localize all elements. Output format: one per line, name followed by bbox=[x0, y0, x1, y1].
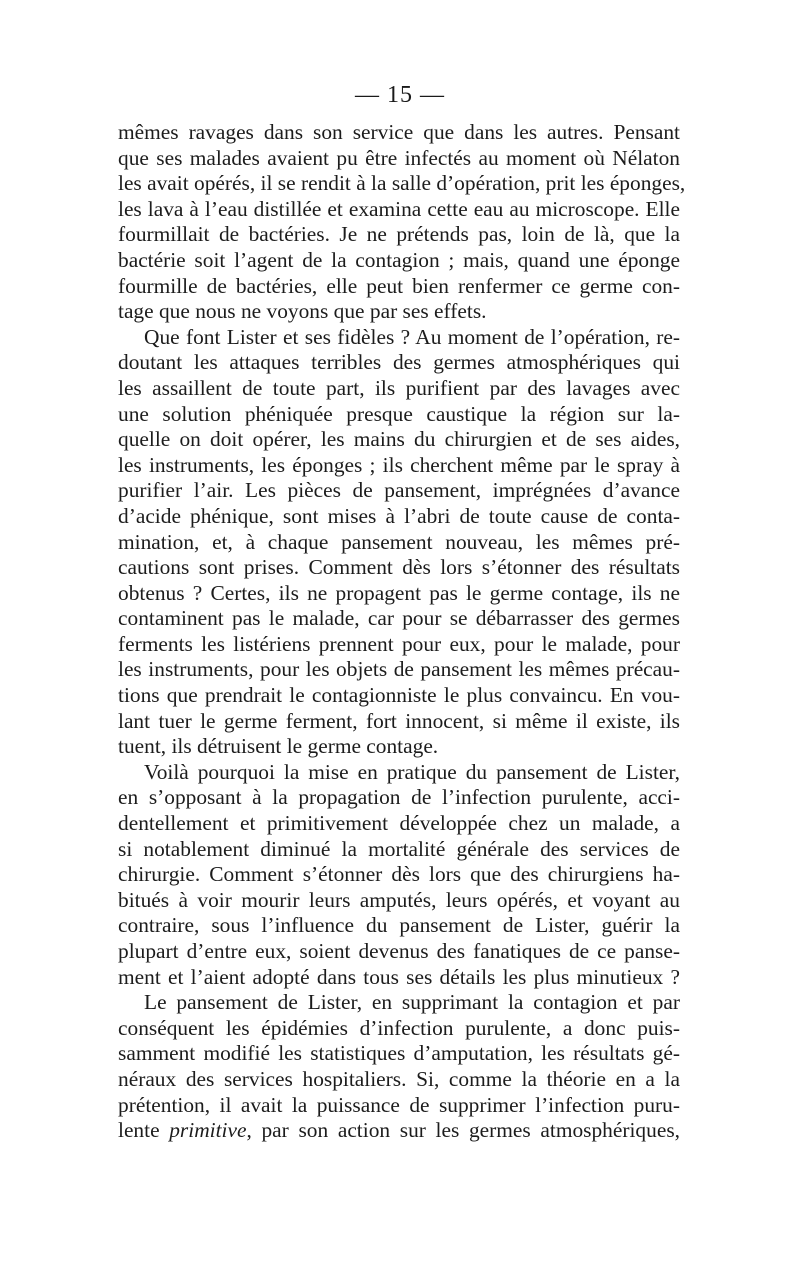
italic-word: primitive bbox=[169, 1118, 247, 1143]
text-line: prétention, il avait la puissance de supprimer l’infection puru- bbox=[118, 1092, 680, 1117]
text-line: obtenus ? Certes, ils ne propagent pas le germe contage, ils ne bbox=[118, 580, 680, 605]
text-line: les lava à l’eau distillée et examina cette eau au microscope. Elle bbox=[118, 196, 680, 221]
text-line: néraux des services hospitaliers. Si, comme la théorie en a la bbox=[118, 1066, 680, 1091]
text-segment: , par son action sur les germes atmosphériques, bbox=[246, 1118, 680, 1143]
text-line: Le pansement de Lister, en supprimant la contagion et par bbox=[144, 990, 680, 1015]
text-line: les avait opérés, il se rendit à la salle d’opération, prit les éponges, bbox=[118, 171, 686, 196]
text-line: mination, et, à chaque pansement nouveau, les mêmes pré- bbox=[118, 529, 680, 554]
text-line: lant tuer le germe ferment, fort innocent, si même il existe, ils bbox=[118, 708, 680, 733]
text-line: conséquent les épidémies d’infection purulente, a donc puis- bbox=[118, 1015, 680, 1040]
text-line: dentellement et primitivement développée chez un malade, a bbox=[118, 811, 680, 836]
text-line: purifier l’air. Les pièces de pansement, imprégnées d’avance bbox=[118, 478, 680, 503]
text-line: bactérie soit l’agent de la contagion ; mais, quand une éponge bbox=[118, 247, 680, 272]
text-line: les instruments, les éponges ; ils cherchent même par le spray à bbox=[118, 452, 680, 477]
text-line: ment et l’aient adopté dans tous ses détails les plus minutieux ? bbox=[118, 964, 680, 989]
text-line: plupart d’entre eux, soient devenus des fanatiques de ce panse- bbox=[118, 939, 680, 963]
text-line: cautions sont prises. Comment dès lors s’étonner des résultats bbox=[118, 555, 680, 580]
text-line: contraire, sous l’influence du pansement de Lister, guérir la bbox=[118, 913, 680, 938]
text-line: mêmes ravages dans son service que dans les autres. Pensant bbox=[118, 120, 680, 144]
text-line: tage que nous ne voyons que par ses effets. bbox=[118, 299, 487, 324]
text-line: tions que prendrait le contagionniste le plus convaincu. En vou- bbox=[118, 683, 680, 708]
text-line: quelle on doit opérer, les mains du chirurgien et de ses aides, bbox=[118, 427, 680, 452]
text-segment: lente bbox=[118, 1118, 170, 1143]
text-line: samment modifié les statistiques d’amputation, les résultats gé- bbox=[118, 1041, 680, 1066]
text-line: Que font Lister et ses fidèles ? Au moment de l’opération, re- bbox=[144, 324, 680, 349]
text-line: Voilà pourquoi la mise en pratique du pansement de Lister, bbox=[144, 759, 680, 784]
text-line-last bbox=[118, 1118, 680, 1144]
text-line: une solution phéniquée presque caustique la région sur la- bbox=[118, 401, 680, 426]
text-line: si notablement diminué la mortalité générale des services de bbox=[118, 836, 680, 861]
text-line: ferments les listériens prennent pour eux, pour le malade, pour bbox=[118, 631, 680, 656]
text-line: d’acide phénique, sont mises à l’abri de toute cause de conta- bbox=[118, 503, 680, 528]
page-number: — 15 — bbox=[355, 82, 445, 108]
text-line: que ses malades avaient pu être infectés au moment où Nélaton bbox=[118, 145, 680, 170]
text-line: les assaillent de toute part, ils purifient par des lavages avec bbox=[118, 375, 680, 400]
body-text bbox=[118, 120, 686, 1144]
text-line: chirurgie. Comment s’étonner dès lors que des chirurgiens ha- bbox=[118, 862, 680, 887]
text-line: fourmillait de bactéries. Je ne prétends pas, loin de là, que la bbox=[118, 222, 680, 247]
text-line: contaminent pas le malade, car pour se débarrasser des germes bbox=[118, 606, 680, 631]
text-line: tuent, ils détruisent le germe contage. bbox=[118, 734, 439, 759]
text-line: en s’opposant à la propagation de l’infection purulente, acci- bbox=[118, 785, 680, 810]
text-line: les instruments, pour les objets de pansement les mêmes précau- bbox=[118, 657, 680, 682]
text-line: fourmille de bactéries, elle peut bien renfermer ce germe con- bbox=[118, 273, 680, 298]
text-line: bitués à voir mourir leurs amputés, leurs opérés, et voyant au bbox=[118, 887, 680, 912]
text-line: doutant les attaques terribles des germes atmosphériques qui bbox=[118, 350, 680, 375]
